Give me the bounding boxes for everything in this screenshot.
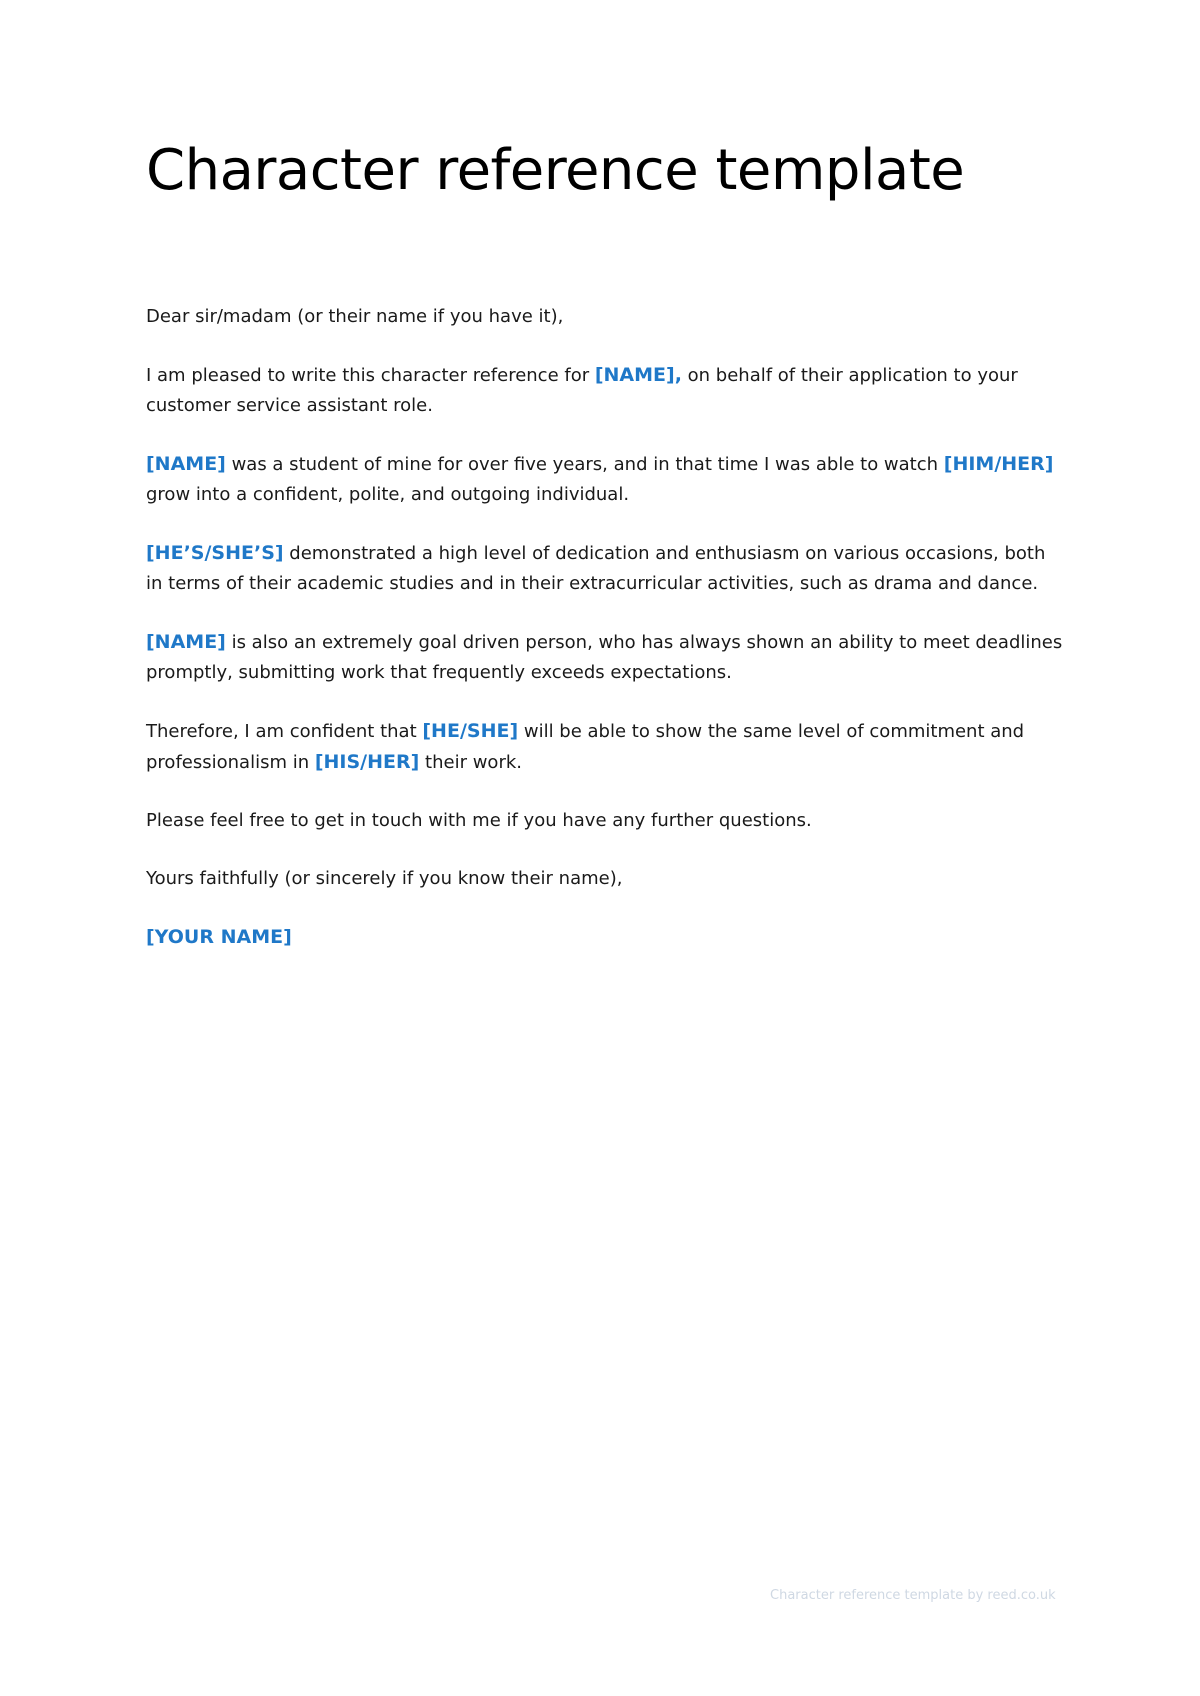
paragraph-5-text-1: Therefore, I am confident that (146, 721, 423, 742)
placeholder-name: [NAME] (146, 453, 226, 475)
paragraph-2-text-2: grow into a confident, polite, and outgoing individual. (146, 484, 630, 505)
paragraph-3-text-1: demonstrated a high level of dedication and enthusiasm on various occasions, both in terms of their academic studies and in their extracurricular activities, such as drama and dance. (146, 543, 1046, 594)
paragraph-5-text-2: will be able to show the same level of commitment and professionalism in (146, 721, 1025, 773)
paragraph-6: Please feel free to get in touch with me if you have any further questions. (146, 810, 812, 831)
greeting-paragraph: Dear sir/madam (or their name if you have it), (146, 306, 564, 327)
placeholder-name: [NAME], (594, 364, 682, 386)
document-title: Character reference template (146, 138, 965, 203)
placeholder-him-her: [HIM/HER] (943, 453, 1054, 475)
placeholder-hes-shes: [HE’S/SHE’S] (146, 542, 284, 564)
paragraph-2 (146, 449, 1066, 510)
placeholder-your-name: [YOUR NAME] (146, 926, 292, 948)
paragraph-5 (146, 716, 1066, 778)
paragraph-3 (146, 538, 1066, 599)
letter-body (146, 302, 1066, 981)
paragraph-4 (146, 627, 1066, 688)
placeholder-his-her: [HIS/HER] (314, 751, 420, 773)
paragraph-2-text-1: was a student of mine for over five years, and in that time I was able to watch (225, 454, 944, 475)
paragraph-1-text-1: I am pleased to write this character reference for (146, 365, 595, 386)
paragraph-4-text-1: is also an extremely goal driven person, who has always shown an ability to meet deadlines promptly, submitting work that frequently exceeds expectations. (146, 632, 1063, 683)
placeholder-name: [NAME] (146, 631, 226, 653)
page-footer: Character reference template by reed.co.uk (770, 1588, 1056, 1603)
signature-paragraph (146, 922, 1066, 953)
paragraph-5-text-3: their work. (419, 752, 522, 773)
placeholder-he-she: [HE/SHE] (422, 720, 519, 742)
closing-paragraph: Yours faithfully (or sincerely if you know their name), (146, 868, 623, 889)
paragraph-1 (146, 360, 1066, 421)
paragraph-1-text-2: on behalf of their application to your customer service assistant role. (146, 365, 1018, 416)
